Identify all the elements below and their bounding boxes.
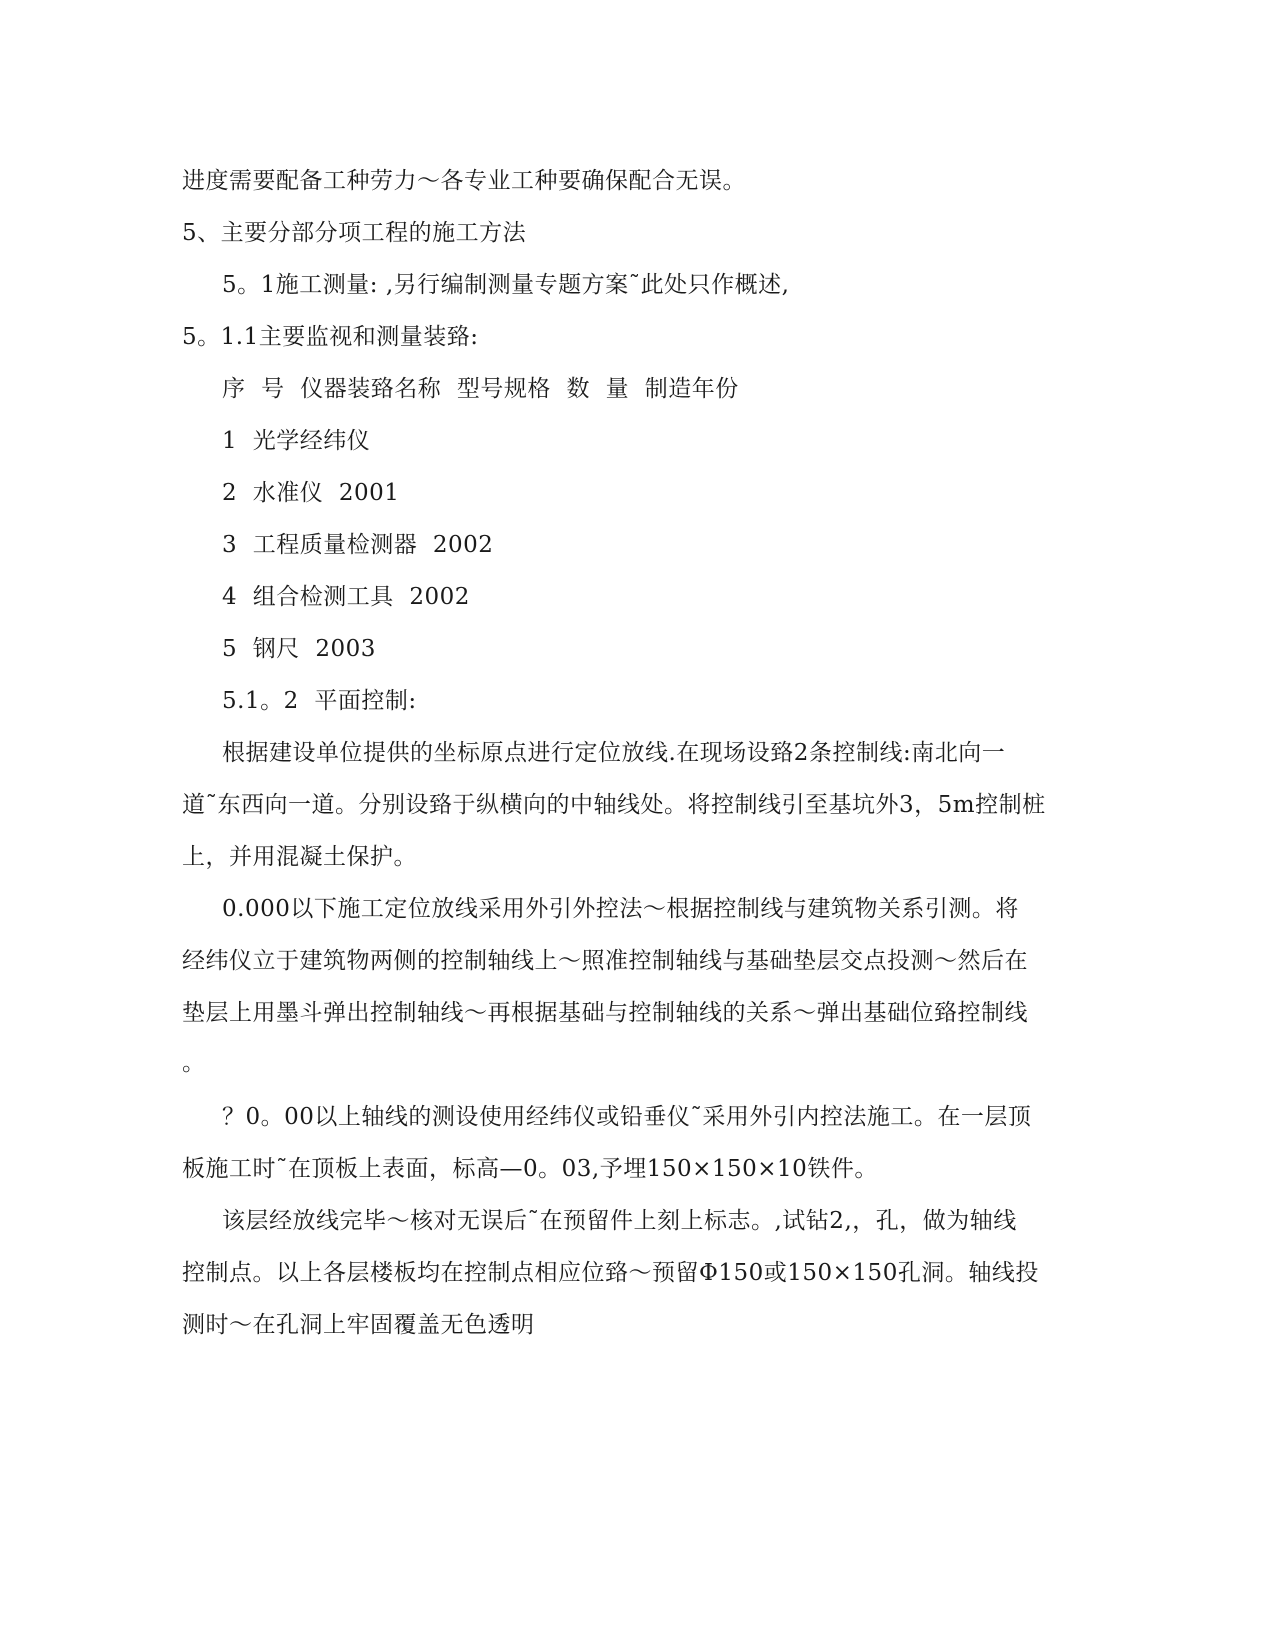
table-row-line: 3 工程质量检测器 2002 [222, 532, 494, 558]
paragraph-line: 。 [182, 1050, 206, 1076]
paragraph-line: 该层经放线完毕～核对无误后˜在预留件上刻上标志。,试钻2,，孔，做为轴线 [222, 1208, 1017, 1234]
paragraph-line: 控制点。以上各层楼板均在控制点相应位臵～预留Φ150或150×150孔洞。轴线投 [182, 1260, 1039, 1286]
subsection-heading: 5。1.1主要监视和测量装臵: [182, 324, 479, 350]
paragraph-line: 0.000以下施工定位放线采用外引外控法～根据控制线与建筑物关系引测。将 [222, 896, 1019, 922]
paragraph-line: 经纬仪立于建筑物两侧的控制轴线上～照准控制轴线与基础垫层交点投测～然后在 [182, 948, 1028, 974]
subsection-heading: 5.1。2 平面控制: [222, 688, 417, 714]
paragraph-line: 上，并用混凝土保护。 [182, 844, 417, 870]
table-header-line: 序 号 仪器装臵名称 型号规格 数 量 制造年份 [222, 376, 739, 402]
paragraph-line: 进度需要配备工种劳力～各专业工种要确保配合无误。 [182, 168, 746, 194]
paragraph-line: 板施工时˜在顶板上表面，标高—0。03,予埋150×150×10铁件。 [182, 1156, 878, 1182]
paragraph-line: ？0。00以上轴线的测设使用经纬仪或铅垂仪˜采用外引内控法施工。在一层顶 [222, 1104, 1032, 1130]
paragraph-line: 道˜东西向一道。分别设臵于纵横向的中轴线处。将控制线引至基坑外3，5m控制桩 [182, 792, 1046, 818]
paragraph-line: 根据建设单位提供的坐标原点进行定位放线.在现场设臵2条控制线:南北向一 [222, 740, 1006, 766]
table-row-line: 2 水准仪 2001 [222, 480, 400, 506]
paragraph-line: 测时～在孔洞上牢固覆盖无色透明 [182, 1312, 535, 1338]
paragraph-line: 垫层上用墨斗弹出控制轴线～再根据基础与控制轴线的关系～弹出基础位臵控制线 [182, 1000, 1028, 1026]
table-row-line: 1 光学经纬仪 [222, 428, 371, 454]
table-row-line: 4 组合检测工具 2002 [222, 584, 470, 610]
subsection-heading: 5。1施工测量: ,另行编制测量专题方案˜此处只作概述, [222, 272, 790, 298]
table-row-line: 5 钢尺 2003 [222, 636, 376, 662]
section-heading: 5、主要分部分项工程的施工方法 [182, 220, 527, 246]
